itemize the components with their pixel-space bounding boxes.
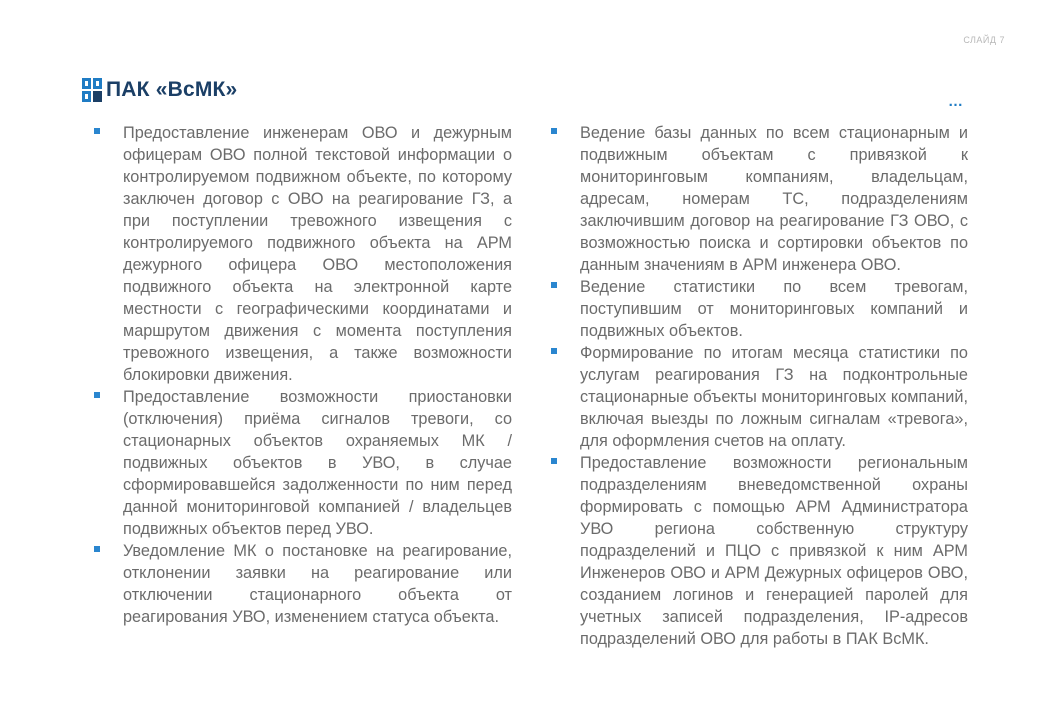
logo <box>82 78 237 102</box>
bullet-text: Ведение статистики по всем тревогам, поступившим от мониторинговых компаний и подвижных объектов. <box>580 278 968 340</box>
bullet-item <box>551 276 968 342</box>
bullet-square-icon <box>94 128 100 134</box>
bullet-square-icon <box>551 282 557 288</box>
right-bullet-list <box>551 122 968 650</box>
bullet-text: Ведение базы данных по всем стационарным и подвижным объектам с привязкой к мониторинговым компаниям, владельцам, адресам, номерам ТС, подразделениям заключившим договор на реагирование ГЗ ОВО, с возможностью поиска и сортировки объектов по данным значениям в АРМ инженера ОВО. <box>580 124 968 274</box>
bullet-square-icon <box>94 392 100 398</box>
more-marker: … <box>948 93 964 110</box>
logo-mark-icon <box>82 78 102 102</box>
bullet-item <box>551 342 968 452</box>
bullet-text: Уведомление МК о постановке на реагирование, отклонении заявки на реагирование или отключении стационарного объекта от реагирования УВО, изменением статуса объекта. <box>123 542 512 626</box>
bullet-item <box>94 386 512 540</box>
bullet-item <box>551 452 968 650</box>
bullet-square-icon <box>551 348 557 354</box>
bullet-text: Предоставление возможности приостановки (отключения) приёма сигналов тревоги, со стационарных объектов охраняемых МК / подвижных объектов в УВО, в случае сформировавшейся задолженности по ним перед данной мониторинговой компанией / владельцев подвижных объектов перед УВО. <box>123 388 512 538</box>
bullet-square-icon <box>94 546 100 552</box>
left-bullet-list <box>94 122 512 628</box>
logo-text: ПАК «ВсМК» <box>106 78 238 101</box>
slide-number: СЛАЙД 7 <box>963 35 1005 45</box>
bullet-square-icon <box>551 458 557 464</box>
bullet-item <box>94 540 512 628</box>
bullet-text: Формирование по итогам месяца статистики по услугам реагирования ГЗ на подконтрольные стационарные объекты мониторинговых компаний, включая выезды по ложным сигналам «тревога», для оформления счетов на оплату. <box>580 344 968 450</box>
bullet-item <box>551 122 968 276</box>
bullet-item <box>94 122 512 386</box>
bullet-text: Предоставление инженерам ОВО и дежурным офицерам ОВО полной текстовой информации о контролируемом подвижном объекте, по которому заключен договор с ОВО на реагирование ГЗ, а при поступлении тревожного извещения с контролируемого подвижного объекта на АРМ дежурного офицера ОВО местоположения подвижного объекта на электронной карте местности с географическими координатами и маршрутом движения с момента поступления тревожного извещения, а также возможности блокировки движения. <box>123 124 512 384</box>
bullet-text: Предоставление возможности региональным подразделениям вневедомственной охраны формировать с помощью АРМ Администратора УВО региона собственную структуру подразделений и ПЦО с привязкой к ним АРМ Инженеров ОВО и АРМ Дежурных офицеров ОВО, созданием логинов и генерацией паролей для учетных записей подразделения, IP-адресов подразделений ОВО для работы в ПАК ВсМК. <box>580 454 968 648</box>
bullet-square-icon <box>551 128 557 134</box>
